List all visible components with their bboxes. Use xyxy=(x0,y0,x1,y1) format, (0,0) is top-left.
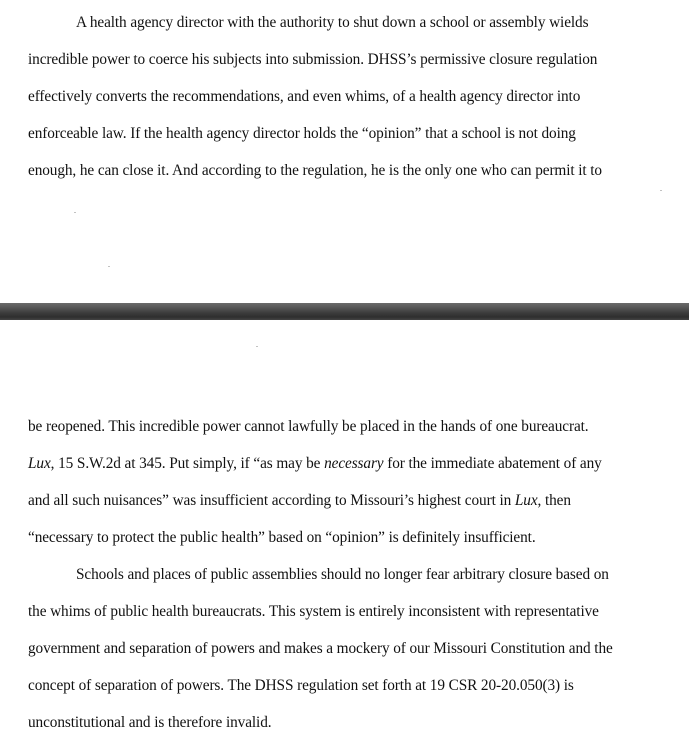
text-line: Schools and places of public assemblies should no longer fear arbitrary closure based on xyxy=(76,566,609,583)
text-line: incredible power to coerce his subjects into submission. DHSS’s permissive closure regulation xyxy=(28,51,598,68)
scan-speck xyxy=(660,190,662,191)
case-name-lux: Lux xyxy=(28,455,51,472)
text-line: A health agency director with the authority to shut down a school or assembly wields xyxy=(76,14,589,31)
reference-before: and all such nuisances” was insufficient according to Missouri’s highest court in xyxy=(28,492,515,509)
page-break-divider xyxy=(0,303,689,320)
scan-speck xyxy=(74,212,76,213)
reference-after: , then xyxy=(537,492,571,509)
text-line-lux-reference xyxy=(28,482,668,519)
document-page-top xyxy=(0,0,689,303)
scan-speck xyxy=(108,266,110,267)
text-line: be reopened. This incredible power cannot lawfully be placed in the hands of one bureaucrat. xyxy=(28,418,589,435)
text-line: the whims of public health bureaucrats. This system is entirely inconsistent with representative xyxy=(28,603,599,620)
paragraph-health-agency-power xyxy=(28,4,668,189)
text-line: government and separation of powers and makes a mockery of our Missouri Constitution and the xyxy=(28,640,613,657)
text-line-citation xyxy=(28,445,668,482)
text-line: effectively converts the recommendations, and even whims, of a health agency director into xyxy=(28,88,581,105)
text-line: unconstitutional and is therefore invalid. xyxy=(28,714,272,731)
scan-speck xyxy=(256,346,258,347)
text-line: “necessary to protect the public health” based on “opinion” is definitely insufficient. xyxy=(28,529,536,546)
text-line: enforceable law. If the health agency director holds the “opinion” that a school is not doing xyxy=(28,125,576,142)
case-name-lux: Lux xyxy=(514,492,538,509)
text-line: concept of separation of powers. The DHSS regulation set forth at 19 CSR 20-20.050(3) is xyxy=(28,677,574,694)
text-line: enough, he can close it. And according to the regulation, he is the only one who can permit it to xyxy=(28,162,602,179)
citation-text: , 15 S.W.2d at 345. Put simply, if “as may be xyxy=(50,455,325,472)
citation-rest: for the immediate abatement of any xyxy=(383,455,602,472)
document-page-bottom xyxy=(0,320,689,741)
emphasis-necessary: necessary xyxy=(324,455,384,472)
paragraph-continuation xyxy=(28,408,668,741)
